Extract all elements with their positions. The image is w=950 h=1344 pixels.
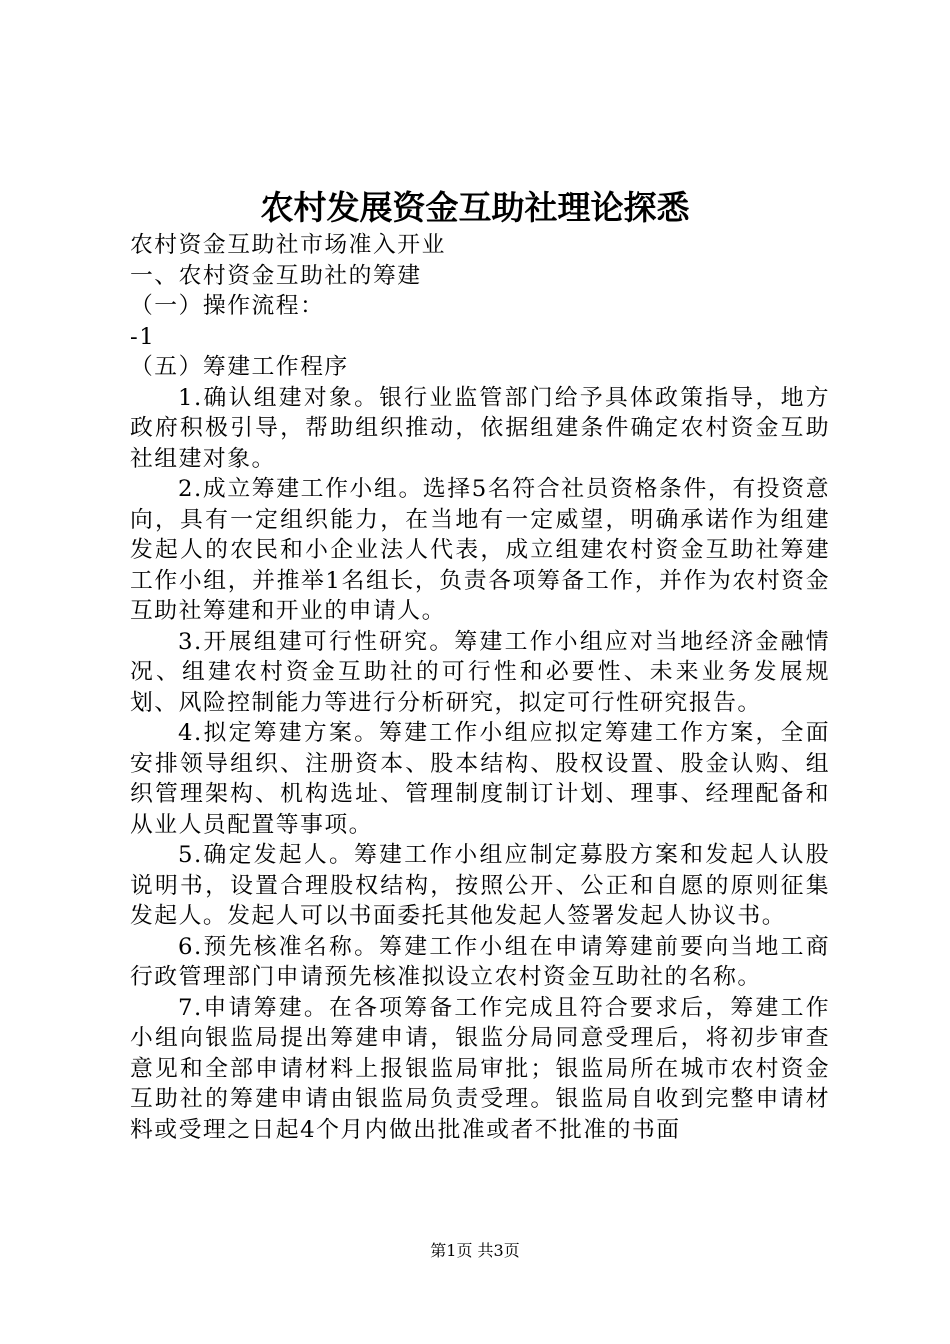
paragraph-step-5: 5.确定发起人。筹建工作小组应制定募股方案和发起人认股说明书，设置合理股权结构，按照公开、公正和自愿的原则征集发起人。发起人可以书面委托其他发起人签署发起人协议书。 bbox=[130, 842, 830, 929]
page-footer: 第1页 共3页 bbox=[430, 1241, 520, 1260]
paragraph-step-6: 6.预先核准名称。筹建工作小组在申请筹建前要向当地工商行政管理部门申请预先核准拟设立农村资金互助社的名称。 bbox=[130, 933, 830, 990]
paragraph-step-7: 7.申请筹建。在各项筹备工作完成且符合要求后，筹建工作小组向银监局提出筹建申请，银监分局同意受理后，将初步审查意见和全部申请材料上报银监局审批；银监局所在城市农村资金互助社的筹建申请由银监局负责受理。银监局自收到完整申请材料或受理之日起4个月内做出批准或者不批准的书面 bbox=[130, 994, 830, 1143]
paragraph-step-2: 2.成立筹建工作小组。选择5名符合社员资格条件，有投资意向，具有一定组织能力，在当地有一定威望，明确承诺作为组建发起人的农民和小企业法人代表，成立组建农村资金互助社筹建工作小组，并推举1名组长，负责各项筹备工作，并作为农村资金互助社筹建和开业的申请人。 bbox=[130, 476, 830, 624]
paragraph-section-heading: 一、农村资金互助社的筹建 bbox=[130, 262, 422, 289]
paragraph-step-1: 1.确认组建对象。银行业监管部门给予具体政策指导，地方政府积极引导，帮助组织推动，依据组建条件确定农村资金互助社组建对象。 bbox=[130, 384, 830, 472]
document-title: 农村发展资金互助社理论探悉 bbox=[260, 188, 690, 227]
paragraph-step-4: 4.拟定筹建方案。筹建工作小组应拟定筹建工作方案，全面安排领导组织、注册资本、股本结构、股权设置、股金认购、组织管理架构、机构选址、管理制度制订计划、理事、经理配备和从业人员配置等事项。 bbox=[130, 720, 830, 838]
document-body bbox=[130, 230, 830, 1145]
paragraph-subsection-1: （一）操作流程： bbox=[130, 293, 325, 319]
paragraph-marker: -1 bbox=[130, 323, 156, 350]
paragraph-subtitle: 农村资金互助社市场准入开业 bbox=[130, 232, 446, 258]
paragraph-subsection-5: （五）筹建工作程序 bbox=[130, 354, 349, 380]
paragraph-step-3: 3.开展组建可行性研究。筹建工作小组应对当地经济金融情况、组建农村资金互助社的可行性和必要性、未来业务发展规划、风险控制能力等进行分析研究，拟定可行性研究报告。 bbox=[130, 628, 830, 716]
